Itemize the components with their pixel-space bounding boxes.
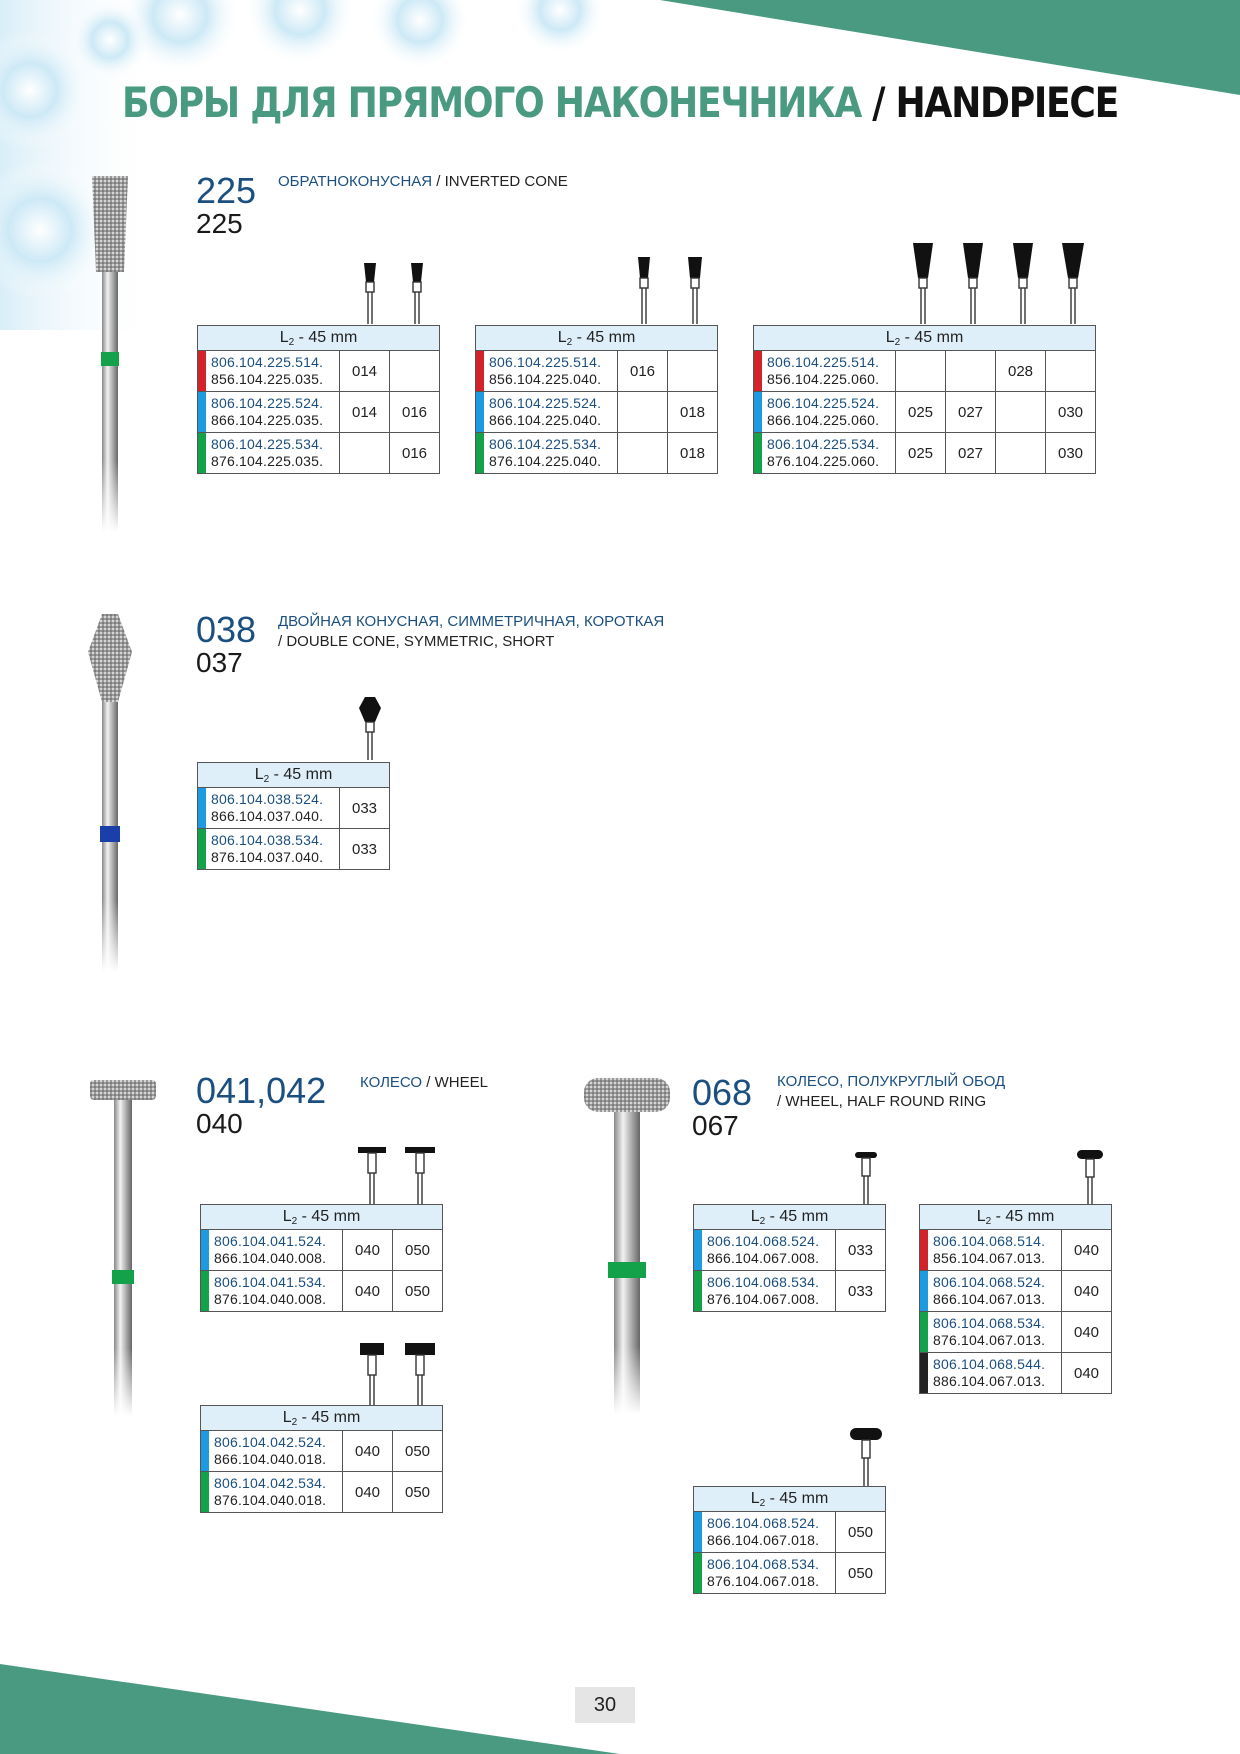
page-title-en: HANDPIECE [895, 78, 1119, 127]
mini-bur-icon [849, 1426, 883, 1486]
table-068-b [919, 1204, 1112, 1394]
size-cell: 025 [896, 433, 946, 474]
table-row [476, 433, 718, 474]
code-alt: 067 [692, 1110, 739, 1141]
desc-en: / WHEEL, HALF ROUND RING [777, 1093, 987, 1110]
code-alt: 037 [196, 647, 243, 678]
table-row [694, 1512, 886, 1553]
article-cell: 806.104.068.534. 876.104.067.018. [694, 1553, 836, 1594]
table-header: L2 - 45 mm [754, 326, 1096, 351]
size-cell: 027 [946, 433, 996, 474]
desc-ru: КОЛЕСО, ПОЛУКРУГЛЫЙ ОБОД [777, 1073, 1006, 1090]
article-cell: 806.104.225.534. 876.104.225.035. [198, 433, 340, 474]
size-cell: 018 [668, 392, 718, 433]
size-cell: 016 [618, 351, 668, 392]
table-row [201, 1472, 443, 1513]
code-main: 041,042 [196, 1070, 327, 1111]
size-cell: 016 [390, 433, 440, 474]
size-cell: 050 [393, 1271, 443, 1312]
table-041 [200, 1204, 443, 1312]
table-header: L2 - 45 mm [920, 1205, 1112, 1230]
size-cell: 040 [1062, 1271, 1112, 1312]
table-header: L2 - 45 mm [198, 763, 390, 788]
table-row [201, 1230, 443, 1271]
size-cell: 050 [836, 1512, 886, 1553]
code-main: 225 [196, 170, 257, 211]
article-cell: 806.104.068.514. 856.104.067.013. [920, 1230, 1062, 1271]
desc-sep: / [422, 1074, 435, 1091]
size-cell: 025 [896, 392, 946, 433]
page-number: 30 [575, 1687, 635, 1723]
bur-photo-041 [88, 1076, 158, 1416]
mini-bur-icon [1058, 242, 1088, 324]
mini-bur-icon [851, 1150, 881, 1204]
size-cell [1046, 351, 1096, 392]
mini-bur-icon [1075, 1148, 1105, 1204]
article-cell: 806.104.225.524. 866.104.225.035. [198, 392, 340, 433]
article-cell: 806.104.068.544. 886.104.067.013. [920, 1353, 1062, 1394]
size-cell: 014 [340, 351, 390, 392]
size-cell: 040 [1062, 1312, 1112, 1353]
article-cell: 806.104.068.524. 866.104.067.013. [920, 1271, 1062, 1312]
size-cell: 016 [390, 392, 440, 433]
table-row [476, 351, 718, 392]
desc-ru: ОБРАТНОКОНУСНАЯ [278, 173, 433, 190]
size-cell [668, 351, 718, 392]
code-068 [692, 1072, 753, 1141]
size-cell [340, 433, 390, 474]
mini-bur-icon [404, 1342, 436, 1406]
size-cell: 040 [1062, 1230, 1112, 1271]
article-cell: 806.104.042.524. 866.104.040.018. [201, 1431, 343, 1472]
mini-bur-icon [357, 1342, 387, 1406]
article-cell: 806.104.068.534. 876.104.067.008. [694, 1271, 836, 1312]
page-title [87, 78, 1153, 127]
article-cell: 806.104.225.524. 866.104.225.060. [754, 392, 896, 433]
table-row [754, 392, 1096, 433]
mini-bur-icon [357, 1146, 387, 1204]
bur-photo-068 [582, 1074, 672, 1414]
desc-ru: ДВОЙНАЯ КОНУСНАЯ, СИММЕТРИЧНАЯ, КОРОТКАЯ [278, 613, 665, 630]
bur-photo-225 [80, 172, 140, 532]
article-cell: 806.104.068.534. 876.104.067.013. [920, 1312, 1062, 1353]
article-cell: 806.104.041.524. 866.104.040.008. [201, 1230, 343, 1271]
article-cell: 806.104.068.524. 866.104.067.018. [694, 1512, 836, 1553]
table-068-c [693, 1486, 886, 1594]
table-header: L2 - 45 mm [694, 1205, 886, 1230]
size-cell [996, 433, 1046, 474]
desc-041 [360, 1073, 488, 1093]
table-225-a [197, 325, 440, 474]
code-main: 038 [196, 609, 257, 650]
table-row [694, 1271, 886, 1312]
mini-bur-icon [908, 242, 938, 324]
size-cell: 050 [393, 1431, 443, 1472]
table-row [754, 433, 1096, 474]
table-row [198, 433, 440, 474]
size-cell [390, 351, 440, 392]
size-cell: 040 [343, 1431, 393, 1472]
article-cell: 806.104.225.534. 876.104.225.060. [754, 433, 896, 474]
size-cell: 050 [393, 1230, 443, 1271]
size-cell [946, 351, 996, 392]
size-cell: 028 [996, 351, 1046, 392]
mini-bur-icon [680, 256, 710, 324]
size-cell: 040 [343, 1271, 393, 1312]
table-header: L2 - 45 mm [201, 1205, 443, 1230]
table-row [198, 351, 440, 392]
article-cell: 806.104.042.534. 876.104.040.018. [201, 1472, 343, 1513]
article-cell: 806.104.225.514. 856.104.225.040. [476, 351, 618, 392]
mini-bur-icon [402, 262, 432, 324]
desc-en: INVERTED CONE [444, 173, 568, 190]
code-main: 068 [692, 1072, 753, 1113]
size-cell: 033 [836, 1271, 886, 1312]
table-row [694, 1553, 886, 1594]
article-cell: 806.104.038.524. 866.104.037.040. [198, 788, 340, 829]
page-title-separator: / [861, 78, 896, 127]
article-cell: 806.104.225.524. 866.104.225.040. [476, 392, 618, 433]
table-row [694, 1230, 886, 1271]
size-cell: 033 [340, 788, 390, 829]
size-cell: 050 [393, 1472, 443, 1513]
table-225-c [753, 325, 1096, 474]
size-cell: 027 [946, 392, 996, 433]
size-cell [896, 351, 946, 392]
table-header: L2 - 45 mm [476, 326, 718, 351]
size-cell: 014 [340, 392, 390, 433]
mini-bur-icon [405, 1146, 435, 1204]
table-header: L2 - 45 mm [198, 326, 440, 351]
size-cell: 033 [340, 829, 390, 870]
mini-bur-icon [958, 242, 988, 324]
article-cell: 806.104.041.534. 876.104.040.008. [201, 1271, 343, 1312]
code-038 [196, 609, 257, 678]
article-cell: 806.104.038.534. 876.104.037.040. [198, 829, 340, 870]
table-row [920, 1271, 1112, 1312]
size-cell [618, 433, 668, 474]
table-header: L2 - 45 mm [694, 1487, 886, 1512]
size-cell: 018 [668, 433, 718, 474]
page-title-ru: БОРЫ ДЛЯ ПРЯМОГО НАКОНЕЧНИКА [121, 78, 862, 127]
size-cell: 050 [836, 1553, 886, 1594]
table-row [754, 351, 1096, 392]
size-cell: 033 [836, 1230, 886, 1271]
desc-038 [278, 612, 664, 652]
desc-ru: КОЛЕСО [360, 1074, 423, 1091]
desc-068 [777, 1072, 1005, 1112]
size-cell: 040 [1062, 1353, 1112, 1394]
desc-225 [278, 172, 568, 192]
bur-photo-038 [80, 612, 140, 972]
code-041-042 [196, 1070, 327, 1139]
size-cell: 030 [1046, 392, 1096, 433]
code-alt: 040 [196, 1108, 243, 1139]
desc-en: WHEEL [434, 1074, 488, 1091]
desc-sep: / [432, 173, 445, 190]
article-cell: 806.104.068.524. 866.104.067.008. [694, 1230, 836, 1271]
mini-bur-icon [355, 696, 385, 760]
table-row [201, 1431, 443, 1472]
mini-bur-icon [1008, 242, 1038, 324]
table-header: L2 - 45 mm [201, 1406, 443, 1431]
code-225 [196, 170, 257, 239]
table-068-a [693, 1204, 886, 1312]
size-cell: 040 [343, 1472, 393, 1513]
table-row [476, 392, 718, 433]
size-cell: 040 [343, 1230, 393, 1271]
table-225-b [475, 325, 718, 474]
table-042 [200, 1405, 443, 1513]
code-alt: 225 [196, 208, 243, 239]
table-row [920, 1230, 1112, 1271]
article-cell: 806.104.225.514. 856.104.225.035. [198, 351, 340, 392]
table-row [198, 392, 440, 433]
table-038 [197, 762, 390, 870]
desc-en: / DOUBLE CONE, SYMMETRIC, SHORT [278, 633, 555, 650]
table-row [198, 788, 390, 829]
size-cell [618, 392, 668, 433]
article-cell: 806.104.225.514. 856.104.225.060. [754, 351, 896, 392]
size-cell: 030 [1046, 433, 1096, 474]
mini-bur-icon [355, 262, 385, 324]
table-row [920, 1353, 1112, 1394]
table-row [198, 829, 390, 870]
size-cell [996, 392, 1046, 433]
table-row [201, 1271, 443, 1312]
mini-bur-icon [629, 256, 659, 324]
article-cell: 806.104.225.534. 876.104.225.040. [476, 433, 618, 474]
table-row [920, 1312, 1112, 1353]
